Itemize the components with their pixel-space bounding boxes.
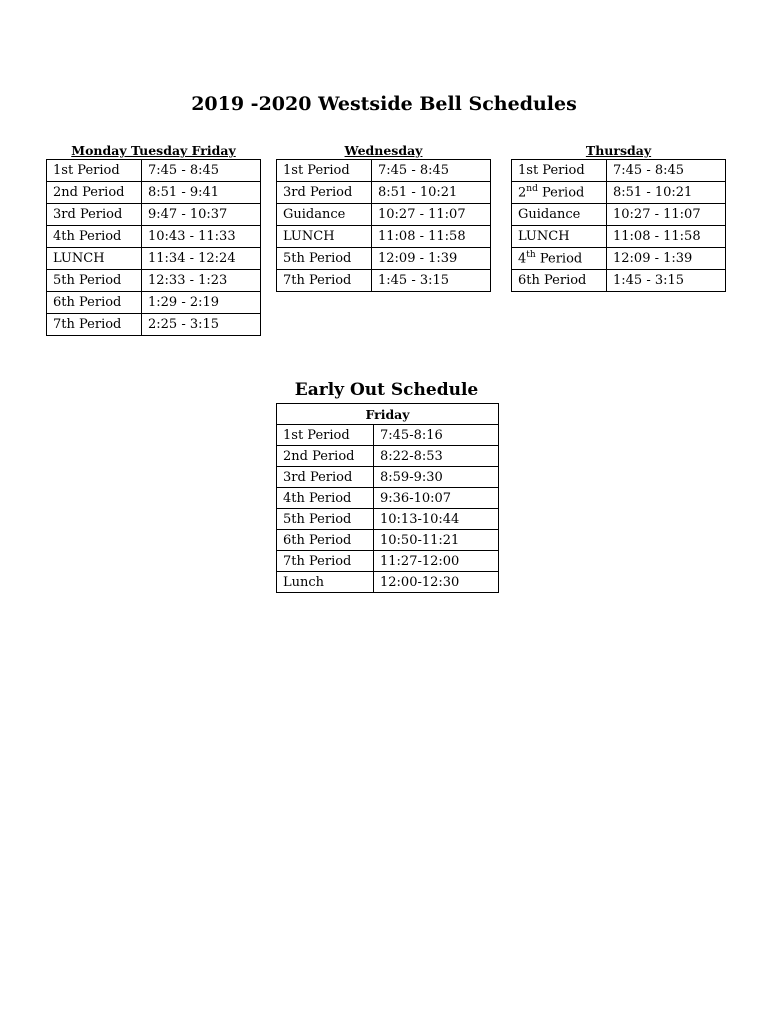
period-cell: 4th Period bbox=[277, 488, 374, 509]
period-number: 2 bbox=[518, 185, 527, 201]
period-word: Period bbox=[535, 251, 583, 267]
time-cell: 8:51 - 10:21 bbox=[372, 182, 491, 204]
period-cell: 3rd Period bbox=[277, 182, 372, 204]
period-cell: 7th Period bbox=[47, 314, 142, 336]
period-cell: 1st Period bbox=[512, 160, 607, 182]
table-row bbox=[277, 248, 491, 270]
period-cell: Guidance bbox=[512, 204, 607, 226]
period-cell: 5th Period bbox=[47, 270, 142, 292]
table-header-row bbox=[277, 404, 499, 425]
time-cell: 7:45 - 8:45 bbox=[372, 160, 491, 182]
time-cell: 10:43 - 11:33 bbox=[142, 226, 261, 248]
period-cell: LUNCH bbox=[512, 226, 607, 248]
period-cell: 3rd Period bbox=[277, 467, 374, 488]
period-cell: 7th Period bbox=[277, 270, 372, 292]
table-row bbox=[277, 425, 499, 446]
period-cell: 6th Period bbox=[512, 270, 607, 292]
period-number: 4 bbox=[518, 251, 527, 267]
time-cell: 8:59-9:30 bbox=[374, 467, 499, 488]
period-cell bbox=[512, 182, 607, 204]
schedule-heading: Friday bbox=[277, 404, 499, 425]
time-cell: 9:36-10:07 bbox=[374, 488, 499, 509]
period-cell: Lunch bbox=[277, 572, 374, 593]
table-row bbox=[277, 488, 499, 509]
table-row bbox=[277, 204, 491, 226]
time-cell: 7:45-8:16 bbox=[374, 425, 499, 446]
period-cell: 3rd Period bbox=[47, 204, 142, 226]
page-title: 2019 -2020 Westside Bell Schedules bbox=[191, 93, 577, 115]
table-row bbox=[512, 160, 726, 182]
schedule-table bbox=[511, 159, 726, 292]
period-cell: 7th Period bbox=[277, 551, 374, 572]
table-row bbox=[277, 551, 499, 572]
time-cell: 11:27-12:00 bbox=[374, 551, 499, 572]
table-row bbox=[277, 446, 499, 467]
schedule-wednesday bbox=[276, 142, 491, 292]
table-row bbox=[277, 530, 499, 551]
ordinal-suffix: nd bbox=[526, 184, 538, 195]
period-cell: Guidance bbox=[277, 204, 372, 226]
time-cell: 10:27 - 11:07 bbox=[607, 204, 726, 226]
time-cell: 11:08 - 11:58 bbox=[372, 226, 491, 248]
period-cell: 1st Period bbox=[277, 160, 372, 182]
period-cell: LUNCH bbox=[277, 226, 372, 248]
table-row bbox=[47, 314, 261, 336]
table-row bbox=[277, 270, 491, 292]
time-cell: 12:09 - 1:39 bbox=[607, 248, 726, 270]
table-row bbox=[277, 160, 491, 182]
schedule-heading: Thursday bbox=[585, 143, 652, 158]
period-cell: 5th Period bbox=[277, 509, 374, 530]
time-cell: 7:45 - 8:45 bbox=[607, 160, 726, 182]
time-cell: 1:45 - 3:15 bbox=[372, 270, 491, 292]
period-cell: 2nd Period bbox=[277, 446, 374, 467]
period-cell: 2nd Period bbox=[47, 182, 142, 204]
table-row bbox=[47, 204, 261, 226]
time-cell: 1:45 - 3:15 bbox=[607, 270, 726, 292]
period-cell: 4th Period bbox=[47, 226, 142, 248]
ordinal-suffix: th bbox=[526, 250, 536, 261]
table-row bbox=[512, 204, 726, 226]
table-row bbox=[512, 182, 726, 204]
time-cell: 10:13-10:44 bbox=[374, 509, 499, 530]
schedule-heading: Monday Tuesday Friday bbox=[71, 143, 236, 158]
table-row bbox=[47, 270, 261, 292]
table-row bbox=[47, 292, 261, 314]
period-cell: 1st Period bbox=[47, 160, 142, 182]
schedule-thursday bbox=[511, 142, 726, 292]
schedule-table bbox=[46, 159, 261, 336]
period-cell bbox=[512, 248, 607, 270]
period-cell: 1st Period bbox=[277, 425, 374, 446]
table-row bbox=[512, 226, 726, 248]
table-row bbox=[277, 509, 499, 530]
table-row bbox=[277, 467, 499, 488]
time-cell: 7:45 - 8:45 bbox=[142, 160, 261, 182]
schedule-table bbox=[276, 403, 499, 593]
period-word: Period bbox=[537, 185, 585, 201]
table-row bbox=[47, 182, 261, 204]
time-cell: 2:25 - 3:15 bbox=[142, 314, 261, 336]
period-cell: 6th Period bbox=[47, 292, 142, 314]
time-cell: 8:22-8:53 bbox=[374, 446, 499, 467]
table-row bbox=[277, 226, 491, 248]
table-row bbox=[512, 248, 726, 270]
time-cell: 10:27 - 11:07 bbox=[372, 204, 491, 226]
schedule-heading: Wednesday bbox=[344, 143, 423, 158]
schedule-table bbox=[276, 159, 491, 292]
time-cell: 9:47 - 10:37 bbox=[142, 204, 261, 226]
time-cell: 1:29 - 2:19 bbox=[142, 292, 261, 314]
schedule-mtf bbox=[46, 142, 261, 336]
table-row bbox=[47, 226, 261, 248]
period-cell: 5th Period bbox=[277, 248, 372, 270]
time-cell: 12:33 - 1:23 bbox=[142, 270, 261, 292]
time-cell: 12:09 - 1:39 bbox=[372, 248, 491, 270]
table-row bbox=[47, 160, 261, 182]
period-cell: 6th Period bbox=[277, 530, 374, 551]
time-cell: 12:00-12:30 bbox=[374, 572, 499, 593]
table-row bbox=[277, 572, 499, 593]
time-cell: 8:51 - 9:41 bbox=[142, 182, 261, 204]
table-row bbox=[47, 248, 261, 270]
table-row bbox=[512, 270, 726, 292]
time-cell: 10:50-11:21 bbox=[374, 530, 499, 551]
time-cell: 11:08 - 11:58 bbox=[607, 226, 726, 248]
table-row bbox=[277, 182, 491, 204]
time-cell: 11:34 - 12:24 bbox=[142, 248, 261, 270]
schedule-early-out bbox=[276, 403, 499, 593]
period-cell: LUNCH bbox=[47, 248, 142, 270]
early-out-title: Early Out Schedule bbox=[294, 380, 479, 400]
time-cell: 8:51 - 10:21 bbox=[607, 182, 726, 204]
